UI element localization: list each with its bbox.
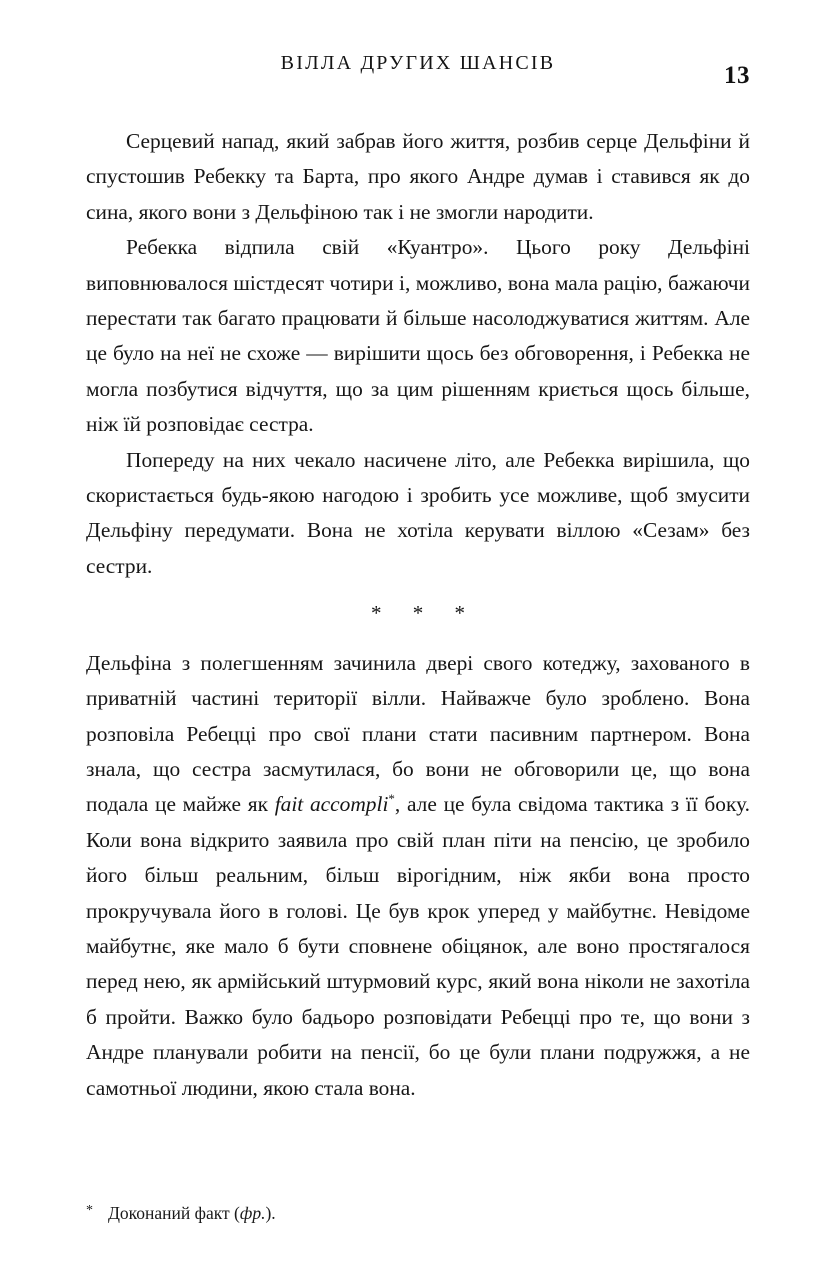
scene-break-glyphs: * * * [371, 601, 478, 626]
footnote-marker: * [86, 1203, 93, 1218]
footnote [86, 1201, 750, 1228]
footnote-text-before: Доконаний факт ( [108, 1203, 240, 1223]
body-text [86, 124, 750, 1106]
footnote-area [86, 1201, 750, 1228]
page-number: 13 [724, 62, 750, 89]
footnote-reference[interactable]: * [388, 791, 395, 807]
scene-break [86, 596, 750, 631]
paragraph: Ребекка відпила свій «Куантро». Цього року Дельфіні виповнювалося шістдесят чотири і, можливо, вона мала рацію, бажаючи перестати так багато працювати й більше насолоджуватися життям. Але це було на неї не схоже — вирішити щось без обговорення, і Ребекка не могла позбутися відчуття, що за цим рішенням криється щось більше, ніж їй розповідає сестра. [86, 235, 750, 437]
footnote-text [108, 1201, 276, 1225]
paragraph-text-after-italic: , але це була свідома тактика з її боку. Коли вона відкрито заявила про свій план піти на пенсію, це зробило його більш реальним, більш вірогідним, ніж якби вона просто прокручувала його в голові. Це був крок уперед у майбутнє. Невідоме майбутнє, яке мало б бути сповнене обіцянок, але воно простягалося перед нею, як армійський штурмовий курс, який вона ніколи не захотіла б пройти. Важко було бадьоро розповідати Ребецці про те, що вони з Андре планували робити на пенсії, бо це були плани подружжя, а не самотньої людини, якою стала вона. [86, 792, 750, 1100]
footnote-text-after: ). [265, 1203, 276, 1223]
paragraph: Попереду на них чекало насичене літо, але Ребекка вирішила, що скористається будь-якою нагодою і зробить усе можливе, щоб змусити Дельфіну передумати. Вона не хотіла керувати віллою «Сезам» без сестри. [86, 447, 750, 578]
running-title: ВІЛЛА ДРУГИХ ШАНСІВ [280, 52, 556, 74]
italic-phrase: fait accompli [274, 792, 389, 817]
running-head [86, 52, 750, 92]
footnote-text-italic: фр. [239, 1203, 266, 1223]
paragraph-text-before-italic: Дельфіна з полегшенням зачинила двері свого котеджу, захованого в приватній частині території вілли. Найважче було зроблено. Вона розповіла Ребецці про свої плани стати пасивним партнером. Вона знала, що сестра засмутилася, бо вони не обговорили це, що вона подала це майже як [86, 650, 750, 817]
paragraph: Серцевий напад, який забрав його життя, розбив серце Дельфіни й спустошив Ребекку та Барта, про якого Андре думав і ставився як до сина, якого вони з Дельфіною так і не змогли народити. [86, 129, 750, 224]
paragraph-with-footnote [86, 646, 750, 1106]
